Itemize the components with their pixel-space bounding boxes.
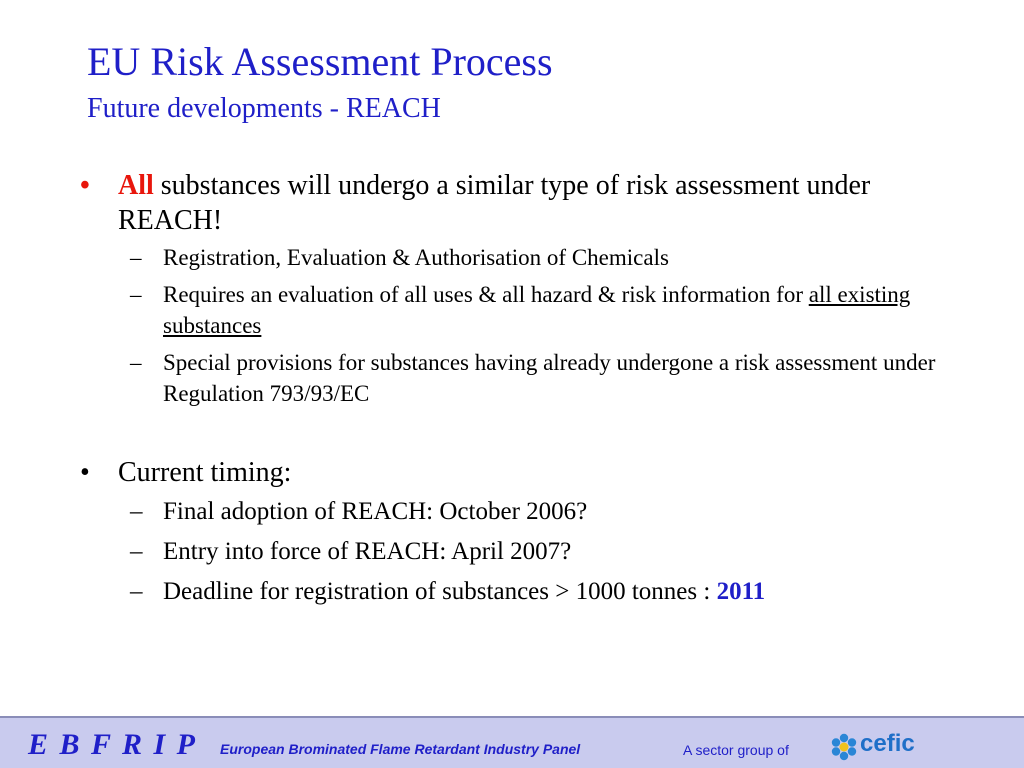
sub-bullet-item — [80, 347, 960, 409]
dash-marker: – — [130, 578, 143, 605]
emphasis-text: All — [118, 170, 154, 201]
sub-bullet-item — [80, 496, 960, 528]
dash-marker: – — [130, 498, 143, 525]
bullet-dot: • — [80, 457, 90, 488]
bullet-item — [80, 168, 960, 238]
sub-bullet-item — [80, 576, 960, 608]
dash-marker: – — [130, 282, 142, 307]
dash-marker: – — [130, 350, 142, 375]
sub-bullet-text: Final adoption of REACH: October 2006? — [163, 498, 588, 525]
bullet-text: substances will undergo a similar type of risk assessment under REACH! — [118, 170, 871, 236]
panel-name: European Brominated Flame Retardant Industry Panel — [220, 741, 581, 757]
footer-bar — [0, 716, 1024, 768]
cefic-wordmark: cefic — [860, 730, 915, 757]
sub-bullet-text: Entry into force of REACH: April 2007? — [163, 538, 572, 565]
slide-content — [80, 168, 960, 608]
bullet-dot: • — [80, 170, 90, 201]
sector-text: A sector group of — [683, 742, 789, 758]
dash-marker: – — [130, 538, 143, 565]
ebfrip-logo-text: E B F R I P — [28, 728, 197, 761]
bullet-text: Current timing: — [118, 457, 292, 488]
sub-bullet-item — [80, 242, 960, 273]
dash-marker: – — [130, 245, 142, 270]
slide-subtitle: Future developments - REACH — [87, 93, 441, 124]
cefic-flower-icon — [830, 733, 858, 761]
sub-bullet-item — [80, 279, 960, 341]
sub-bullet-text: Deadline for registration of substances > 1000 tonnes : — [163, 578, 717, 605]
bullet-item — [80, 455, 960, 490]
sub-bullet-text: Requires an evaluation of all uses & all hazard & risk information for — [163, 282, 809, 307]
sub-bullet-text: Special provisions for substances having already undergone a risk assessment under Regulation 793/93/EC — [163, 350, 936, 406]
cefic-logo — [830, 732, 924, 762]
slide-title: EU Risk Assessment Process — [87, 39, 553, 84]
sub-bullet-text: Registration, Evaluation & Authorisation of Chemicals — [163, 245, 669, 270]
underlined-text: all existing substances — [163, 282, 911, 338]
sub-bullet-item — [80, 536, 960, 568]
deadline-year: 2011 — [716, 578, 766, 605]
